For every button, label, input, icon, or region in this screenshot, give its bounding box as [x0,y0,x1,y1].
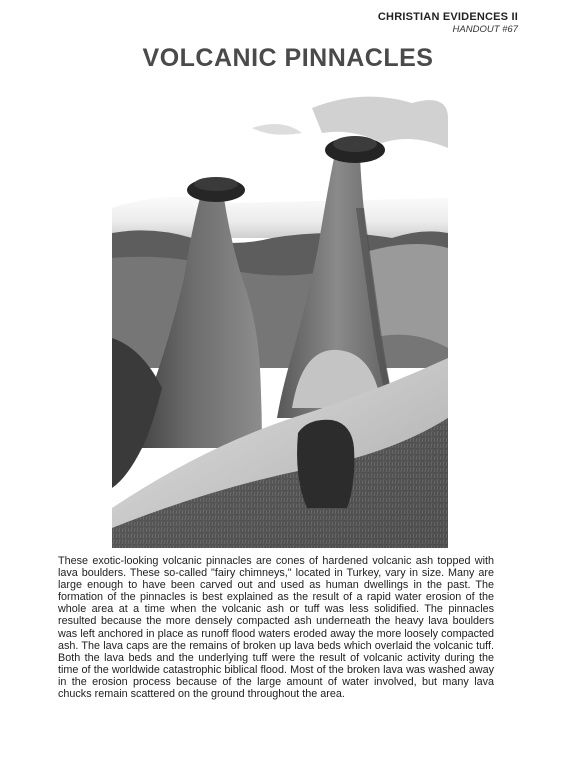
right-lava-cap-top [333,136,377,152]
handout-number: HANDOUT #67 [452,23,518,35]
handout-header [378,12,518,35]
page-title: VOLCANIC PINNACLES [142,44,434,72]
series-title: CHRISTIAN EVIDENCES II [377,11,518,23]
pinnacles-illustration [112,88,448,548]
photo-caption: These exotic-looking volcanic pinnacles are cones of hardened volcanic ash topped with lava boulders. These so-called "fairy chimneys," located in Turkey, vary in size. Many are large enough to have been carved out and used as human dwellings in the past. The formation of the pinnacles is best explained as the result of a rapid water erosion of the whole area at a time when the volcanic ash or tuff was less solidified. The pinnacles resulted because the more densely compacted ash underneath the heavy lava boulders was left anchored in place as runoff flood waters eroded away the more loosely compacted ash. The lava caps are the remains of broken up lava beds which overlaid the volcanic tuff. Both the lava beds and the underlying tuff were the result of volcanic activity during the time of the worldwide catastrophic biblical flood. Most of the broken lava was washed away in the erosion process because of the large amount of water involved, but many lava chucks remain scattered on the ground throughout the area. [58,555,494,701]
lava-boulder [297,420,354,508]
pinnacles-photo [112,88,448,548]
left-lava-cap-top [194,177,238,191]
